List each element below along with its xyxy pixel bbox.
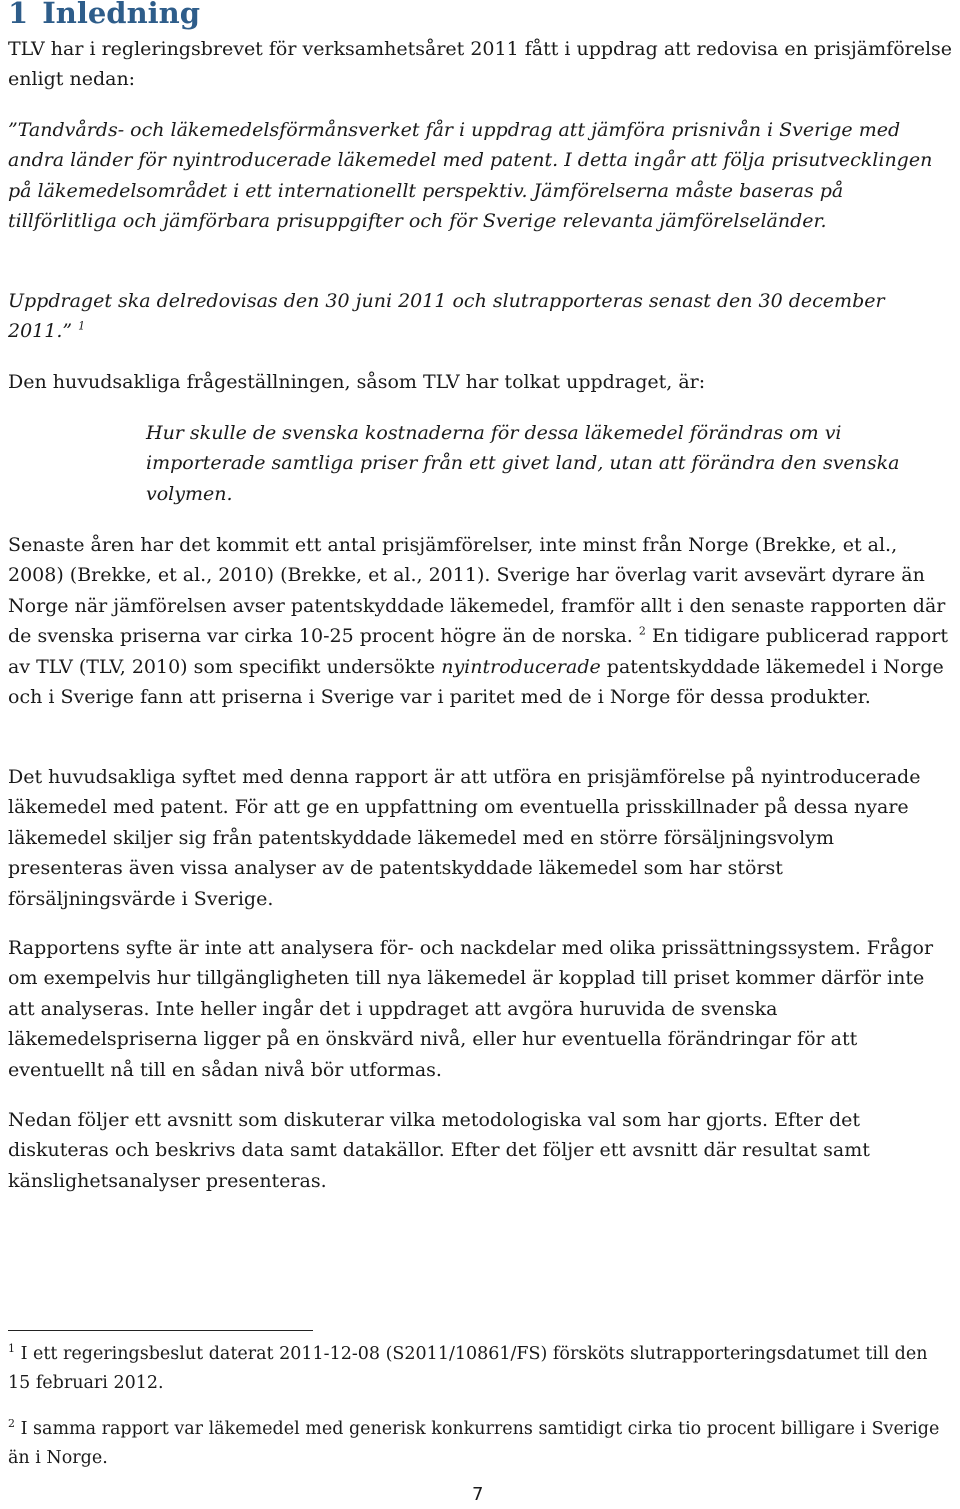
quote-paragraph-1: ”Tandvårds- och läkemedelsförmånsverket får i uppdrag att jämföra prisnivån i Sverige med andra länder för nyintroducerade läkemedel med patent. I detta ingår att följa prisutvecklingen på läkemedelsområdet i ett internationellt perspektiv. Jämförelserna måste baseras på tillförlitliga och jämförbara prisuppgifter och för Sverige relevanta jämförelseländer. bbox=[8, 119, 933, 233]
paragraph-scope: Rapportens syfte är inte att analysera för- och nackdelar med olika prissättningssystem. Frågor om exempelvis hur tillgängligheten till nya läkemedel är kopplad till priset kommer därför inte att analyseras. Inte heller ingår det i uppdraget att avgöra huruvida de svenska läkemedelspriserna ligger på en önskvärd nivå, eller hur eventuella förändringar för att eventuellt nå till en sådan nivå bör utformas. bbox=[8, 937, 934, 1081]
intro-paragraph: TLV har i regleringsbrevet för verksamhetsåret 2011 fått i uppdrag att redovisa en prisjämförelse enligt nedan: bbox=[8, 38, 953, 91]
footnote-1-text: I ett regeringsbeslut daterat 2011-12-08 (S2011/10861/FS) försköts slutrapporteringsdatumet till den 15 februari 2012. bbox=[8, 1344, 928, 1393]
footnote-ref-2: 2 bbox=[638, 624, 646, 638]
paragraph-background bbox=[8, 530, 953, 712]
paragraph-background-emph: nyintroducerade bbox=[441, 655, 601, 678]
footnote-2-text: I samma rapport var läkemedel med generisk konkurrens samtidigt cirka tio procent billigare i Sverige än i Norge. bbox=[8, 1419, 940, 1468]
footnote-2-number: 2 bbox=[8, 1417, 15, 1431]
page-number: 7 bbox=[472, 1484, 484, 1505]
paragraph-background-a: Senaste åren har det kommit ett antal prisjämförelser, inte minst från Norge (Brekke, et al., 2008) (Brekke, et al., 2010) (Brekke, et al., 2011). Sverige har överlag varit avsevärt dyrare än Norge när jämförelsen avser patentskyddade läkemedel, framför allt i den senaste rapporten där de svenska priserna var cirka 10-25 procent högre än de norska. bbox=[8, 534, 946, 648]
section-heading bbox=[8, 0, 200, 30]
footnote-divider bbox=[8, 1330, 313, 1331]
paragraph-purpose: Det huvudsakliga syftet med denna rapport är att utföra en prisjämförelse på nyintroducerade läkemedel med patent. För att ge en uppfattning om eventuella prisskillnader på dessa nyare läkemedel skiljer sig från patentskyddade läkemedel med en större försäljningsvolym presenteras även vissa analyser av de patentskyddade läkemedel som har störst försäljningsvärde i Sverige. bbox=[8, 766, 921, 910]
section-number: 1 bbox=[8, 0, 29, 30]
paragraph-outline: Nedan följer ett avsnitt som diskuterar vilka metodologiska val som har gjorts. Efter det diskuteras och beskrivs data samt datakällor. Efter det följer ett avsnitt där resultat samt känslighetsanalyser presenteras. bbox=[8, 1109, 870, 1192]
paragraph-background-d: patentskyddade läkemedel i Norge och i Sverige fann att priserna i Sverige var i paritet med de i Norge för dessa produkter. bbox=[8, 655, 944, 709]
footnote-2 bbox=[8, 1415, 953, 1473]
footnote-1-number: 1 bbox=[8, 1342, 15, 1356]
section-title: Inledning bbox=[42, 0, 201, 30]
footnote-1 bbox=[8, 1340, 953, 1398]
paragraph-background-b: En tidigare publicerad rapport av TLV (TLV, 2010) som specifikt undersökte bbox=[8, 625, 949, 678]
research-question: Hur skulle de svenska kostnaderna för dessa läkemedel förändras om vi importerade samtliga priser från ett givet land, utan att förändra den svenska volymen. bbox=[146, 422, 900, 505]
quote-paragraph-2 bbox=[8, 286, 953, 347]
footnote-ref-1: 1 bbox=[78, 320, 86, 334]
quote-text-2: Uppdraget ska delredovisas den 30 juni 2011 och slutrapporteras senast den 30 december 2011.” bbox=[8, 290, 885, 343]
question-intro: Den huvudsakliga frågeställningen, såsom TLV har tolkat uppdraget, är: bbox=[8, 371, 706, 393]
